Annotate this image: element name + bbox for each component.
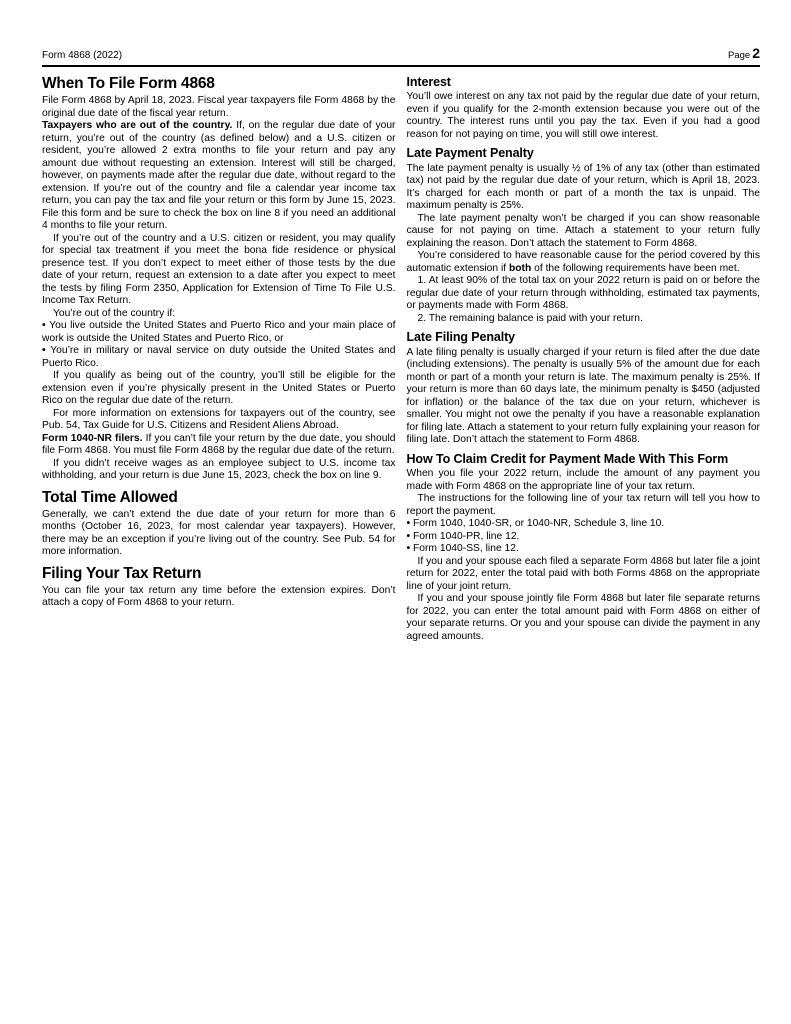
bullet-item-form-1040pr <box>407 531 761 544</box>
paragraph-total-time: Generally, we can’t extend the due date of your return for more than 6 months (October 16, 2023, for most calendar year taxpayers). However, there may be an exception if you’re living out of the country. See Pub. 54 for more information. <box>42 508 396 558</box>
bullet-icon: • <box>406 530 413 542</box>
bullet-item-form-1040 <box>407 518 761 531</box>
heading-total-time: Total Time Allowed <box>42 488 178 506</box>
paragraph-out-if: You’re out of the country if: <box>53 307 176 319</box>
paragraph-claim-3: If you and your spouse each filed a separate Form 4868 but later file a joint return for 2022, enter the total paid with both Forms 4868 on the appropriate line of your joint return. <box>406 555 760 592</box>
bullet-item-live-outside <box>42 320 396 345</box>
heading-claim-credit: How To Claim Credit for Payment Made With This Form <box>406 451 729 466</box>
header-divider <box>42 65 760 67</box>
paragraph-late-filing: A late filing penalty is usually charged if your return is filed after the due date (including extensions). The penalty is usually 5% of the amount due for each month or part of a month your return is late. The maximum penalty is 25%. If your return is more than 60 days late, the minimum penalty is $450 (adjusted for inflation) or the balance of the tax due on your return, whichever is smaller. You might not owe the penalty if you have a reasonable explanation for filing late. Attach a statement to your return fully explaining your reason for filing late. Don’t attach the statement to Form 4868. <box>406 346 760 446</box>
page-header <box>42 45 760 61</box>
paragraph-late-payment-1: The late payment penalty is usually ½ of 1% of any tax (other than estimated tax) not paid by the regular due date of your return, which is April 18, 2023. It’s charged for each month or part of a month the tax is unpaid. The maximum penalty is 25%. <box>406 162 760 212</box>
bullet-text: You live outside the United States and Puerto Rico and your main place of work is outside the United States and Puerto Rico, or <box>42 320 396 344</box>
column-right <box>407 74 761 643</box>
paragraph-interest: You’ll owe interest on any tax not paid by the regular due date of your return, even if you qualify for the 2-month extension because you were out of the country. The interest runs until you pay the tax. Even if you had a good reason for not paying on time, you will still owe interest. <box>406 91 760 140</box>
bullet-text: Form 1040, 1040-SR, or 1040-NR, Schedule 3, line 10. <box>412 518 665 529</box>
form-id-label: Form 4868 (2022) <box>42 50 123 61</box>
paragraph-special-treatment: If you’re out of the country and a U.S. citizen or resident, you may qualify for special tax treatment if you meet the bona fide residence or physical presence test. If you don’t expect to meet either of those tests by the due date of your return, request an extension to a date after you expect to meet the tests by filing Form 2350, Application for Extension of Time To File U.S. Income Tax Return. <box>42 232 396 307</box>
column-left <box>42 74 396 643</box>
paragraph-1040nr <box>42 433 396 458</box>
paragraph-no-wages: If you didn’t receive wages as an employee subject to U.S. income tax withholding, and your return is due June 15, 2023, check the box on line 9. <box>42 457 396 482</box>
bullet-icon: • <box>42 320 50 332</box>
paragraph-reasonable-cause <box>407 250 761 275</box>
page-number: 2 <box>752 45 760 61</box>
paragraph-file-by: File Form 4868 by April 18, 2023. Fiscal year taxpayers file Form 4868 by the original due date of the fiscal year return. <box>42 95 396 119</box>
page-indicator <box>728 45 760 61</box>
heading-when-to-file: When To File Form 4868 <box>42 75 215 92</box>
bullet-text: Form 1040-PR, line 12. <box>412 530 520 542</box>
bold-lead-1040nr: Form 1040-NR filers. <box>42 432 143 444</box>
paragraph-claim-2: The instructions for the following line of your tax return will tell you how to report the payment. <box>406 493 760 517</box>
bullet-text: You’re in military or naval service on duty outside the United States and Puerto Rico. <box>42 345 396 369</box>
bullet-item-military <box>42 345 396 370</box>
paragraph-filing-return: You can file your tax return any time before the extension expires. Don’t attach a copy of Form 4868 to your return. <box>42 584 396 609</box>
paragraph-claim-1: When you file your 2022 return, include the amount of any payment you made with Form 4868 on the appropriate line of your tax return. <box>406 468 760 492</box>
paragraph-text: If, on the regular due date of your return, you’re out of the country (as defined below) and a U.S. citizen or resident, you’re allowed 2 extra months to file your return and pay any amount due without requesting an extension. Interest will still be charged, however, on payments made after the regular due date, without regard to the extension. If you’re out of the country and file a calendar year income tax return, you can pay the tax and file your return or this form by June 15, 2023. File this form and be sure to check the box on line 8 if you need an additional 4 months to file your return. <box>42 120 396 232</box>
paragraph-requirement-1: 1. At least 90% of the total tax on your 2022 return is paid on or before the regular due date of your return through withholding, estimated tax payments, or payments made with Form 4868. <box>406 275 760 312</box>
bullet-icon: • <box>406 543 413 554</box>
heading-filing-return: Filing Your Tax Return <box>42 564 202 582</box>
page-word: Page <box>728 50 751 61</box>
paragraph-qualify: If you qualify as being out of the country, you’ll still be eligible for the extension even if you’re physically present in the United States or Puerto Rico on the regular due date of the return. <box>42 370 396 407</box>
paragraph-late-payment-2: The late payment penalty won’t be charged if you can show reasonable cause for not paying on time. Attach a statement to your return fully explaining the reason. Don’t attach the statement to Form 4868. <box>406 212 760 249</box>
paragraph-claim-4: If you and your spouse jointly file Form 4868 but later file separate returns for 2022, you can enter the total amount paid with Form 4868 on either of your separate returns. Or you and your spouse can divide the payment in any agreed amounts. <box>406 593 760 642</box>
bullet-icon: • <box>42 345 51 357</box>
paragraph-more-info: For more information on extensions for taxpayers out of the country, see Pub. 54, Tax Guide for U.S. Citizens and Resident Aliens Abroad. <box>42 407 396 432</box>
heading-interest: Interest <box>406 75 451 89</box>
bullet-icon: • <box>406 518 413 529</box>
paragraph-out-of-country <box>42 120 396 233</box>
bold-word-both: both <box>508 262 532 274</box>
heading-late-payment: Late Payment Penalty <box>406 146 534 161</box>
paragraph-text: If you can’t file your return by the due date, you should file Form 4868. You must file Form 4868 by the regular due date of the return. <box>42 432 396 457</box>
bullet-text: Form 1040-SS, line 12. <box>412 543 519 554</box>
bold-lead-taxpayers-out: Taxpayers who are out of the country. <box>42 120 233 132</box>
paragraph-text: You’re considered to have reasonable cause for the period covered by this automatic extension if <box>406 250 760 274</box>
heading-late-filing: Late Filing Penalty <box>406 330 516 345</box>
paragraph-requirement-2: 2. The remaining balance is paid with your return. <box>417 312 643 324</box>
two-column-layout <box>42 74 760 643</box>
paragraph-text: of the following requirements have been met. <box>531 262 740 274</box>
bullet-item-form-1040ss <box>407 543 761 556</box>
